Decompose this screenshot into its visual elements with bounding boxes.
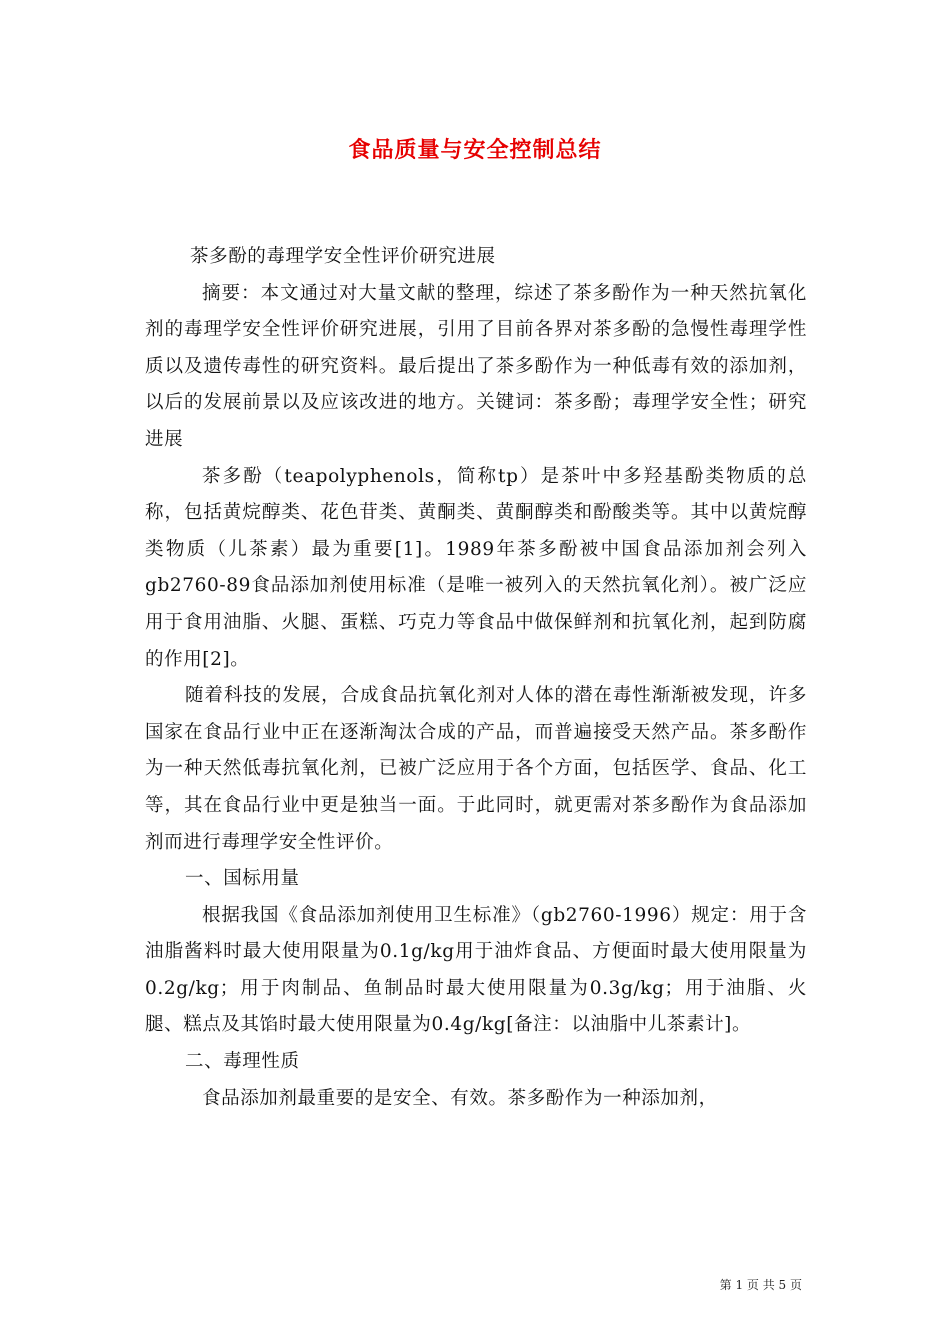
section-heading-toxicity: 二、毒理性质 xyxy=(185,1051,300,1073)
page-number: 第 1 页 共 5 页 xyxy=(719,1278,802,1292)
article-heading: 茶多酚的毒理学安全性评价研究进展 xyxy=(190,246,496,267)
toxicity-paragraph: 食品添加剂最重要的是安全、有效。茶多酚作为一种添加剂， xyxy=(202,1087,718,1109)
section-heading-standard-usage: 一、国标用量 xyxy=(185,868,300,890)
abstract-paragraph: 摘要：本文通过对大量文献的整理，综述了茶多酚作为一种天然抗氧化剂的毒理学安全性评价研究进展，引用了目前各界对茶多酚的急慢性毒理学性质以及遗传毒性的研究资料。最后提出了茶多酚作为一种低毒有效的添加剂，以后的发展前景以及应该改进的地方。关键词：茶多酚；毒理学安全性；研究进展 xyxy=(145,282,807,450)
standard-usage-paragraph: 根据我国《食品添加剂使用卫生标准》（gb2760-1996）规定：用于含油脂酱料时最大使用限量为0.1g/kg用于油炸食品、方便面时最大使用限量为0.2g/kg；用于肉制品、鱼制品时最大使用限量为0.3g/kg；用于油脂、火腿、糕点及其馅时最大使用限量为0.4g/kg[备注：以油脂中儿茶素计]。 xyxy=(145,904,807,1036)
document-body xyxy=(145,239,807,1117)
background-paragraph: 随着科技的发展，合成食品抗氧化剂对人体的潜在毒性渐渐被发现，许多国家在食品行业中正在逐渐淘汰合成的产品，而普遍接受天然产品。茶多酚作为一种天然低毒抗氧化剂，已被广泛应用于各个方面，包括医学、食品、化工等，其在食品行业中更是独当一面。于此同时，就更需对茶多酚作为食品添加剂而进行毒理学安全性评价。 xyxy=(145,685,807,853)
intro-paragraph: 茶多酚（teapolyphenols，简称tp）是茶叶中多羟基酚类物质的总称，包括黄烷醇类、花色苷类、黄酮类、黄酮醇类和酚酸类等。其中以黄烷醇类物质（儿茶素）最为重要[1]。1989年茶多酚被中国食品添加剂会列入gb2760-89食品添加剂使用标准（是唯一被列入的天然抗氧化剂）。被广泛应用于食用油脂、火腿、蛋糕、巧克力等食品中做保鲜剂和抗氧化剂，起到防腐的作用[2]。 xyxy=(145,465,807,670)
document-title: 食品质量与安全控制总结 xyxy=(348,138,602,163)
